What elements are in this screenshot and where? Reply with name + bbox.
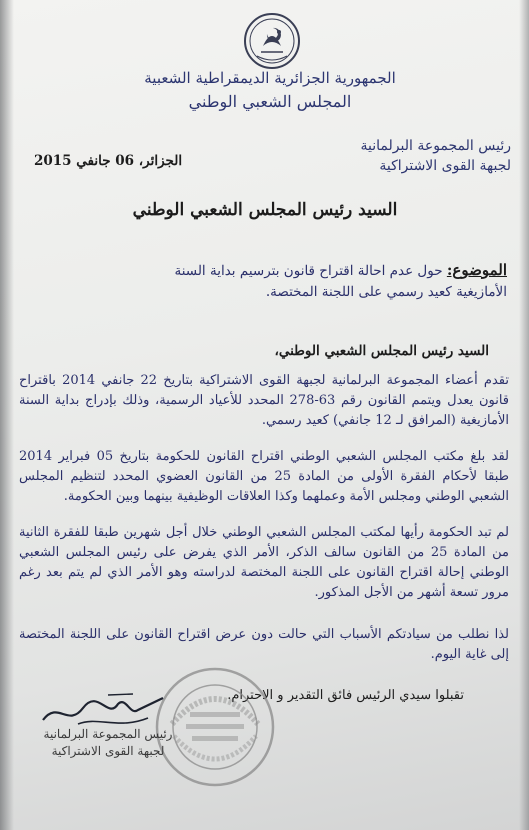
signature-title [8,726,208,760]
subject-text-2: الأمازيغية كعيد رسمي على اللجنة المختصة. [265,284,507,300]
subject-block [147,260,507,303]
paragraph-2: لقد بلغ مكتب المجلس الشعبي الوطني اقتراح القانون للحكومة بتاريخ 05 فبراير 2014 طبقا لأحكام الفقرة الأولى من المادة 25 من القانون العضوي المحدد لتنظيم المجلس الشعبي الوطني ومجلس الأمة وعملهما وكذا العلاقات الوظيفية بينهما وبين الحكومة. [19,449,510,504]
addressee: السيد رئيس المجلس الشعبي الوطني [132,200,398,220]
sender-block [311,136,511,176]
salutation: السيد رئيس المجلس الشعبي الوطني، [274,343,489,359]
subject-line-1 [147,260,507,282]
page-shadow-left [0,0,14,830]
paragraph-1: تقدم أعضاء المجموعة البرلمانية لجبهة القوى الاشتراكية بتاريخ 22 جانفي 2014 باقتراح قانون يعدل ويتمم القانون رقم 63-278 المحدد للأعياد الرسمية، وذلك بإدراج بداية السنة الأمازيغية (المرافق لـ 12 جانفي) كعيد رسمي. [19,373,510,428]
subject-text-1: حول عدم احالة اقتراح قانون بترسيم بداية السنة [174,263,443,279]
letterhead-assembly: المجلس الشعبي الوطني [188,92,352,111]
letter-date: الجزائر، 06 جانفي 2015 [34,153,183,169]
signature-line-1: رئيس المجموعة البرلمانية [43,727,173,741]
letterhead-republic: الجمهورية الجزائرية الديمقراطية الشعبية [144,69,396,87]
closing-line: تقبلوا سيدي الرئيس فائق التقدير و الاحترام. [227,688,464,703]
subject-label: الموضوع: [446,261,507,279]
paragraph-4: لذا نطلب من سيادتكم الأسباب التي حالت دون عرض اقتراح القانون على اللجنة المختصة إلى غاية اليوم. [19,627,509,662]
signature-line-2: لجبهة القوى الاشتراكية [51,744,165,758]
page-shadow-right [519,0,529,830]
paragraph-3: لم تبد الحكومة رأيها لمكتب المجلس الشعبي الوطني خلال أجل شهرين طبقا للفقرة الثانية من المادة 25 من القانون سالف الذكر، الأمر الذي يفرض على رئيس المجلس الشعبي الوطني إحالة اقتراح القانون على اللجنة المختصة لدراسته وهو الأمر الذي لم يتم بعد رغم مرور تسعة أشهر من الأجل المذكور. [19,525,509,600]
sender-line-1: رئيس المجموعة البرلمانية [360,138,511,154]
national-emblem-icon [243,12,301,70]
sender-line-2: لجبهة القوى الاشتراكية [379,158,511,174]
